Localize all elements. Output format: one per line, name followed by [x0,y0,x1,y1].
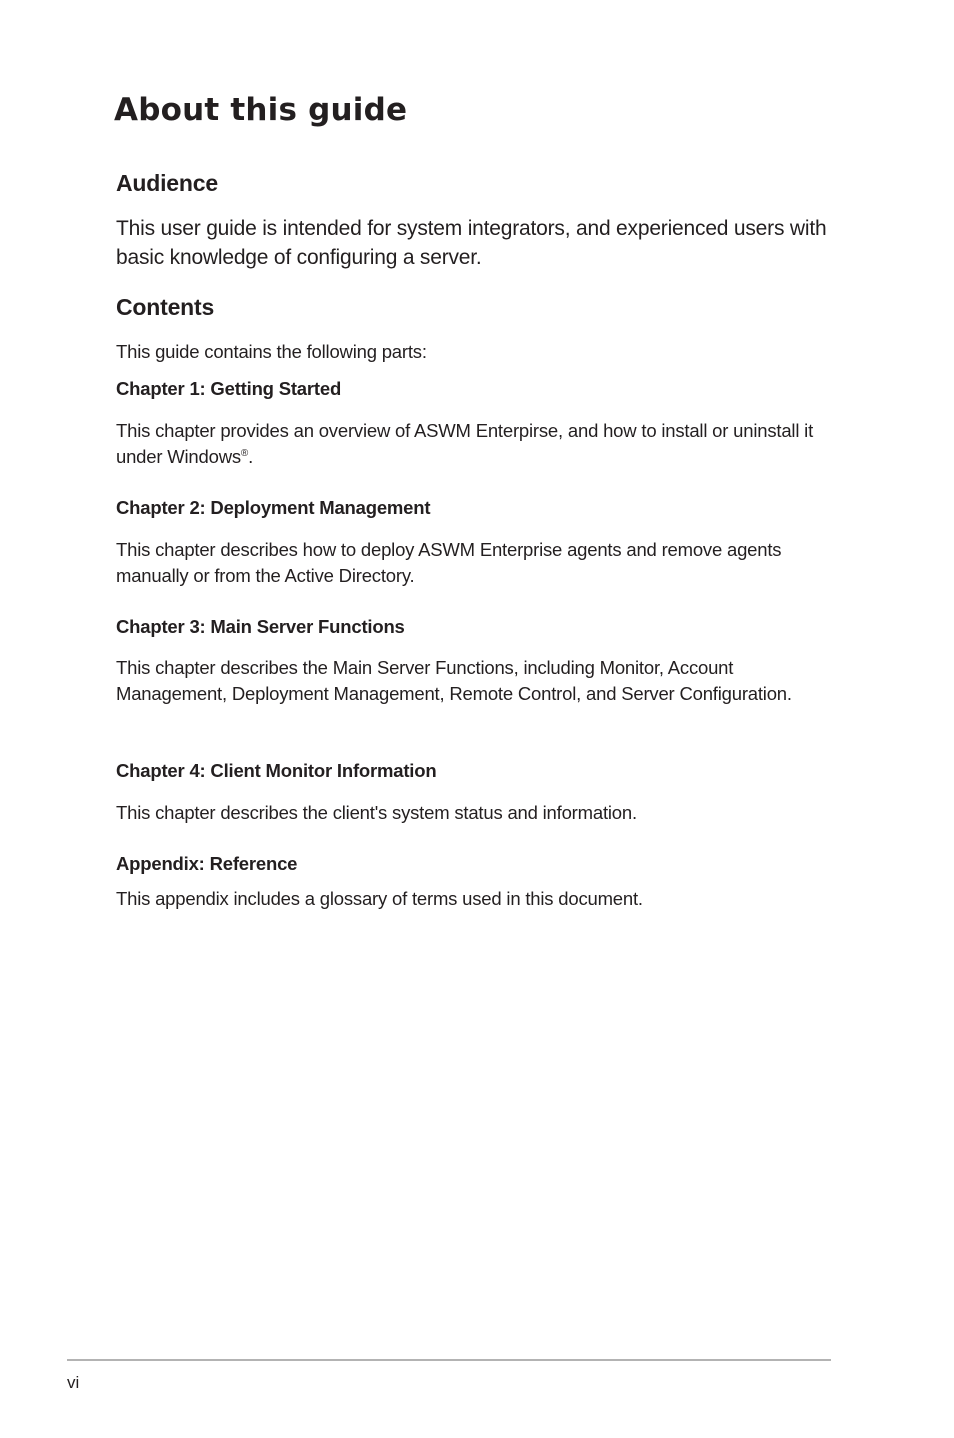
page-number: vi [67,1373,80,1392]
contents-intro: This guide contains the following parts: [116,341,427,362]
appendix-text: This appendix includes a glossary of terms used in this document. [116,888,643,909]
appendix-title: Appendix: Reference [116,853,298,874]
chapter-1-text: This chapter provides an overview of ASWM Enterpirse, and how to install or uninstall it under Windows®. [116,420,814,467]
chapter-3-text: This chapter describes the Main Server Functions, including Monitor, Account Management, Deployment Management, Remote Control, and Server Configuration. [116,657,792,704]
footer-divider [67,1359,831,1361]
chapter-4-title: Chapter 4: Client Monitor Information [116,760,437,781]
chapter-1-title: Chapter 1: Getting Started [116,378,342,399]
chapter-3-title: Chapter 3: Main Server Functions [116,616,405,637]
contents-heading: Contents [116,294,215,320]
audience-heading: Audience [116,170,218,196]
chapter-2-text: This chapter describes how to deploy ASWM Enterprise agents and remove agents manually or from the Active Directory. [116,539,782,586]
audience-text: This user guide is intended for system integrators, and experienced users with basic knowledge of configuring a server. [116,217,827,269]
registered-mark: ® [240,447,249,459]
chapter-4-text: This chapter describes the client's system status and information. [116,802,637,823]
chapter-2-title: Chapter 2: Deployment Management [116,497,431,518]
page-title: About this guide [114,92,408,128]
